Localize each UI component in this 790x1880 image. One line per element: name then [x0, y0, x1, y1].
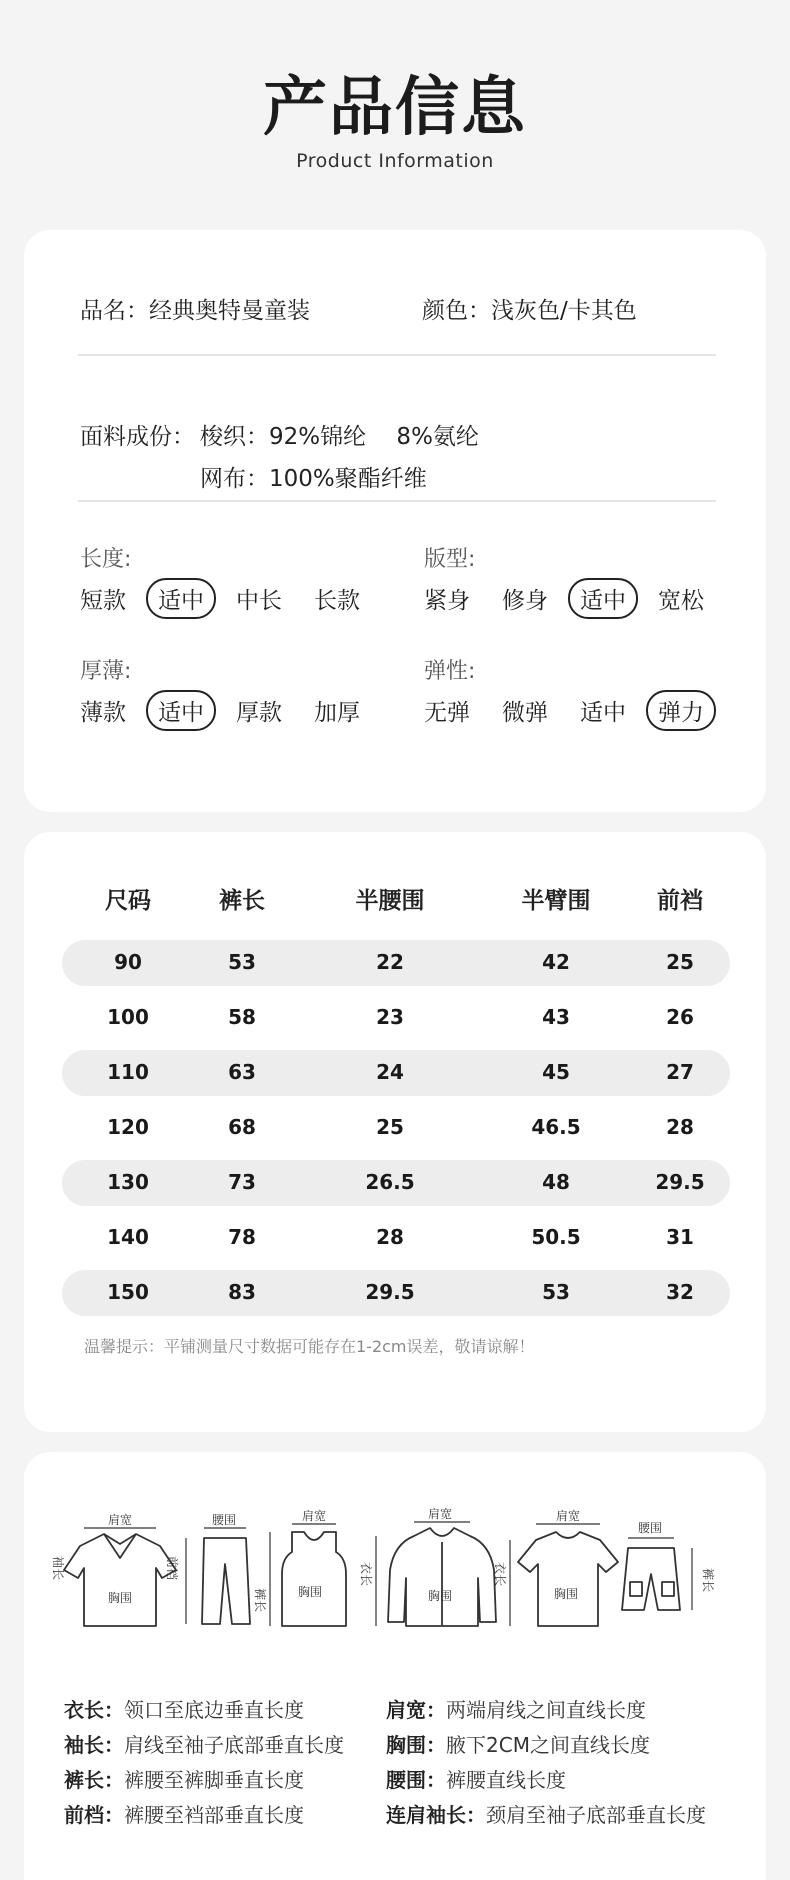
waist-label: 腰围	[638, 1521, 663, 1535]
table-header: 裤长	[219, 888, 265, 914]
table-cell: 45	[542, 1060, 570, 1084]
table-cell: 63	[228, 1060, 256, 1084]
table-cell: 68	[228, 1115, 256, 1139]
definition-item	[386, 1694, 646, 1723]
definition-description: 肩线至袖子底部垂直长度	[124, 1733, 344, 1757]
polo-shirt-icon	[64, 1534, 176, 1626]
definition-item	[386, 1764, 566, 1793]
table-cell: 42	[542, 950, 570, 974]
table-cell: 110	[107, 1060, 149, 1084]
table-cell: 27	[666, 1060, 694, 1084]
tank-top-icon	[282, 1532, 346, 1626]
chest-label: 胸围	[298, 1585, 323, 1599]
table-cell: 150	[107, 1280, 149, 1304]
table-cell: 46.5	[531, 1115, 581, 1139]
definition-item	[64, 1764, 304, 1793]
measurement-guide-card	[24, 1452, 766, 1880]
definition-term: 衣长：	[64, 1698, 124, 1722]
table-cell: 26.5	[365, 1170, 415, 1194]
table-cell: 53	[228, 950, 256, 974]
definition-term: 裤长：	[64, 1768, 124, 1792]
definition-item	[64, 1729, 344, 1758]
option-3-3-selected: 弹力	[646, 690, 716, 731]
definition-description: 两端肩线之间直线长度	[446, 1698, 646, 1722]
option-2-1-selected: 适中	[146, 690, 216, 731]
table-cell: 25	[666, 950, 694, 974]
table-cell: 29.5	[365, 1280, 415, 1304]
option-1-0: 紧身	[424, 588, 470, 614]
table-cell: 28	[376, 1225, 404, 1249]
definition-item	[386, 1799, 706, 1828]
option-2-2: 厚款	[236, 700, 282, 726]
definition-description: 腋下2CM之间直线长度	[446, 1733, 650, 1757]
option-0-3: 长款	[314, 588, 360, 614]
sleeve-label: 袖长	[51, 1556, 65, 1581]
table-cell: 78	[228, 1225, 256, 1249]
table-header: 尺码	[105, 888, 151, 914]
pants-length-label: 裤长	[253, 1588, 267, 1613]
table-cell: 83	[228, 1280, 256, 1304]
product-name-label: 品名：	[80, 298, 149, 324]
product-info-card	[24, 230, 766, 812]
table-cell: 50.5	[531, 1225, 581, 1249]
shoulder-label: 肩宽	[428, 1507, 453, 1521]
elasticity-label: 弹性:	[424, 659, 476, 684]
option-0-0: 短款	[80, 588, 126, 614]
length-label: 衣长	[359, 1562, 373, 1587]
divider	[78, 354, 716, 356]
table-cell: 130	[107, 1170, 149, 1194]
definition-term: 肩宽：	[386, 1698, 446, 1722]
page-subtitle: Product Information	[296, 150, 494, 172]
definition-term: 连肩袖长：	[386, 1803, 486, 1827]
shoulder-label: 肩宽	[556, 1509, 581, 1523]
table-cell: 24	[376, 1060, 404, 1084]
pants-length-label: 裤长	[701, 1568, 715, 1593]
page-title: 产品信息	[263, 71, 527, 145]
fabric-label: 面料成份：	[80, 424, 195, 450]
table-cell: 31	[666, 1225, 694, 1249]
product-name-value: 经典奥特曼童装	[149, 298, 310, 324]
option-1-2-selected: 适中	[568, 578, 638, 619]
table-cell: 100	[107, 1005, 149, 1029]
option-1-1: 修身	[502, 588, 548, 614]
option-3-2: 适中	[580, 700, 626, 726]
table-cell: 73	[228, 1170, 256, 1194]
table-cell: 29.5	[655, 1170, 705, 1194]
table-cell: 23	[376, 1005, 404, 1029]
shoulder-label: 肩宽	[108, 1513, 133, 1527]
option-2-0: 薄款	[80, 700, 126, 726]
table-header: 前裆	[657, 888, 703, 914]
measurement-note: 温馨提示：平铺测量尺寸数据可能存在1-2cm误差，敬请谅解！	[84, 1337, 535, 1356]
option-0-2: 中长	[236, 588, 282, 614]
fabric-line-2: 网布：100%聚酯纤维	[200, 466, 427, 492]
option-0-1-selected: 适中	[146, 578, 216, 619]
length-label: 长度:	[80, 547, 132, 572]
table-cell: 25	[376, 1115, 404, 1139]
definition-description: 裤腰至裆部垂直长度	[124, 1803, 304, 1827]
definition-item	[386, 1729, 650, 1758]
definition-item	[64, 1799, 304, 1828]
definition-term: 袖长：	[64, 1733, 124, 1757]
product-name	[80, 292, 310, 325]
fit-label: 版型:	[424, 547, 476, 572]
table-cell: 32	[666, 1280, 694, 1304]
table-cell: 22	[376, 950, 404, 974]
option-3-0: 无弹	[424, 700, 470, 726]
definition-term: 前档：	[64, 1803, 124, 1827]
page-header	[0, 68, 790, 172]
shoulder-label: 肩宽	[302, 1509, 327, 1523]
definition-description: 裤腰直线长度	[446, 1768, 566, 1792]
definition-term: 胸围：	[386, 1733, 446, 1757]
definition-description: 颈肩至袖子底部垂直长度	[486, 1803, 706, 1827]
definition-description: 领口至底边垂直长度	[124, 1698, 304, 1722]
table-cell: 43	[542, 1005, 570, 1029]
chest-label: 胸围	[428, 1589, 453, 1603]
definition-description: 裤腰至裤脚垂直长度	[124, 1768, 304, 1792]
table-cell: 140	[107, 1225, 149, 1249]
size-table-card	[24, 832, 766, 1432]
divider	[78, 500, 716, 502]
table-header: 半臂围	[521, 888, 591, 914]
option-1-3: 宽松	[658, 588, 704, 614]
chest-label: 胸围	[108, 1591, 133, 1605]
table-cell: 90	[114, 950, 142, 974]
definition-term: 腰围：	[386, 1768, 446, 1792]
t-shirt-icon	[518, 1532, 618, 1626]
option-2-3: 加厚	[314, 700, 360, 726]
definition-item	[64, 1694, 304, 1723]
product-color	[422, 292, 637, 325]
garment-diagrams	[24, 1507, 766, 1668]
long-pants-icon	[202, 1538, 250, 1624]
product-color-label: 颜色：	[422, 298, 491, 324]
table-cell: 120	[107, 1115, 149, 1139]
chest-label: 胸围	[554, 1587, 579, 1601]
option-3-1: 微弹	[502, 700, 548, 726]
table-cell: 48	[542, 1170, 570, 1194]
cargo-shorts-icon	[622, 1548, 680, 1610]
table-cell: 26	[666, 1005, 694, 1029]
table-cell: 58	[228, 1005, 256, 1029]
length-label: 衣长	[493, 1562, 507, 1587]
table-cell: 28	[666, 1115, 694, 1139]
product-color-value: 浅灰色/卡其色	[491, 298, 637, 324]
fabric-line-1: 梭织：92%锦纶 8%氨纶	[200, 424, 479, 450]
thickness-label: 厚薄:	[80, 659, 132, 684]
table-cell: 53	[542, 1280, 570, 1304]
front-rise-label: 前裆	[165, 1556, 179, 1581]
table-header: 半腰围	[355, 888, 425, 914]
waist-label: 腰围	[212, 1513, 237, 1527]
